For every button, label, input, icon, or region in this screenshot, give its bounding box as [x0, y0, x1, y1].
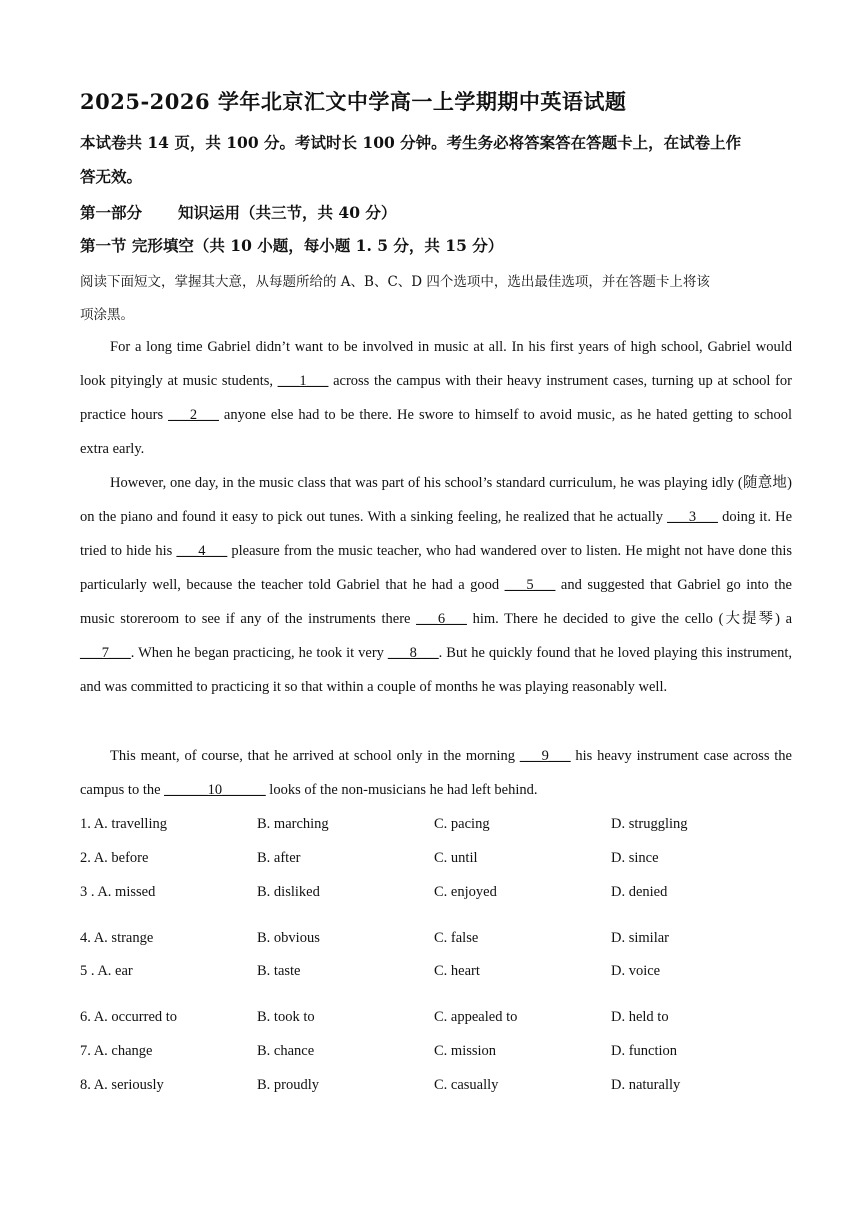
- option-b: B. taste: [257, 963, 301, 979]
- option-d: D. denied: [611, 884, 668, 900]
- option-b: B. obvious: [257, 930, 320, 946]
- option-c: C. enjoyed: [434, 884, 497, 900]
- option-c: C. until: [434, 850, 478, 866]
- blank-4: ___4___: [176, 543, 228, 559]
- option-c: C. heart: [434, 963, 480, 979]
- question-row: [80, 884, 792, 908]
- option-d: D. similar: [611, 930, 669, 946]
- page-title: 2025-2026 学年北京汇文中学高一上学期期中英语试题: [80, 89, 627, 114]
- blank-9: ___9___: [519, 748, 571, 764]
- option-a: 6. A. occurred to: [80, 1009, 178, 1025]
- option-c: C. appealed to: [434, 1009, 518, 1025]
- option-b: B. took to: [257, 1009, 315, 1025]
- option-a: 3 . A. missed: [80, 884, 156, 900]
- option-a: 4. A. strange: [80, 930, 154, 946]
- option-b: B. after: [257, 850, 301, 866]
- blank-2: ___2___: [168, 407, 219, 423]
- question-row: [80, 1009, 792, 1033]
- option-a: 8. A. seriously: [80, 1077, 164, 1093]
- exam-intro-line-1: 本试卷共 14 页，共 100 分。考试时长 100 分钟。考生务必将答案答在答题卡上，在试卷上作: [80, 133, 742, 152]
- exam-intro-line-2: 答无效。: [80, 167, 143, 186]
- blank-1: ___1___: [277, 373, 329, 389]
- question-row: [80, 816, 792, 840]
- question-row: [80, 963, 792, 987]
- blank-5: ___5___: [504, 577, 556, 593]
- option-b: B. chance: [257, 1043, 315, 1059]
- option-c: C. false: [434, 930, 479, 946]
- option-d: D. held to: [611, 1009, 669, 1025]
- option-d: D. struggling: [611, 816, 688, 832]
- option-b: B. disliked: [257, 884, 320, 900]
- blank-6: ___6___: [416, 611, 467, 627]
- instructions-line-2: 项涂黑。: [80, 307, 134, 323]
- section-heading: 第一节 完形填空（共 10 小题，每小题 1. 5 分，共 15 分）: [80, 236, 504, 255]
- part-name: 知识运用（共三节，共 40 分）: [178, 203, 397, 222]
- option-d: D. voice: [611, 963, 661, 979]
- option-b: B. marching: [257, 816, 329, 832]
- question-row: [80, 1077, 792, 1101]
- instructions-line-1: 阅读下面短文，掌握其大意，从每题所给的 A、B、C、D 四个选项中，选出最佳选项，并在答题卡上将该: [80, 274, 710, 290]
- passage-paragraph-1: For a long time Gabriel didn’t want to be involved in music at all. In his first years of high school, Gabriel would look pityingly at music students, ___1___ across the campus with their heavy instrument cases, turning up at school for practice hours ___2___ anyone else had to be there. He swore to himself to avoid music, as he hated getting to school extra early.: [80, 339, 792, 457]
- blank-7: ___7___: [80, 645, 131, 661]
- option-a: 5 . A. ear: [80, 963, 133, 979]
- question-row: [80, 930, 792, 954]
- part-label: 第一部分: [80, 203, 143, 222]
- passage-paragraph-3: This meant, of course, that he arrived at school only in the morning ___9___ his heavy instrument case across the campus to the ______10______ looks of the non-musicians he had left behind.: [80, 748, 792, 798]
- passage-paragraph-2: However, one day, in the music class that was part of his school’s standard curriculum, he was playing idly (随意地) on the piano and found it easy to pick out tunes. With a sinking feeling, he realized that he actually ___3___ doing it. He tried to hide his ___4___ pleasure from the music teacher, who had wandered over to listen. He might not have done this particularly well, because the teacher told Gabriel that he had a good ___5___ and suggested that Gabriel go into the music storeroom to see if any of the instruments there ___6___ him. There he decided to give the cello (大提琴) a ___7___. When he began practicing, he took it very ___8___. But he quickly found that he loved playing this instrument, and was committed to practicing it so that within a couple of months he was playing reasonably well.: [80, 475, 793, 695]
- option-c: C. mission: [434, 1043, 497, 1059]
- question-row: [80, 850, 792, 874]
- part-heading: [80, 201, 396, 223]
- option-d: D. naturally: [611, 1077, 681, 1093]
- option-a: 2. A. before: [80, 850, 149, 866]
- option-d: D. function: [611, 1043, 678, 1059]
- blank-10: ______10______: [164, 782, 266, 798]
- blank-8: ___8___: [387, 645, 439, 661]
- blank-3: ___3___: [667, 509, 718, 525]
- question-row: [80, 1043, 792, 1067]
- option-a: 7. A. change: [80, 1043, 153, 1059]
- option-b: B. proudly: [257, 1077, 320, 1093]
- option-a: 1. A. travelling: [80, 816, 167, 832]
- option-c: C. pacing: [434, 816, 490, 832]
- option-c: C. casually: [434, 1077, 499, 1093]
- option-d: D. since: [611, 850, 659, 866]
